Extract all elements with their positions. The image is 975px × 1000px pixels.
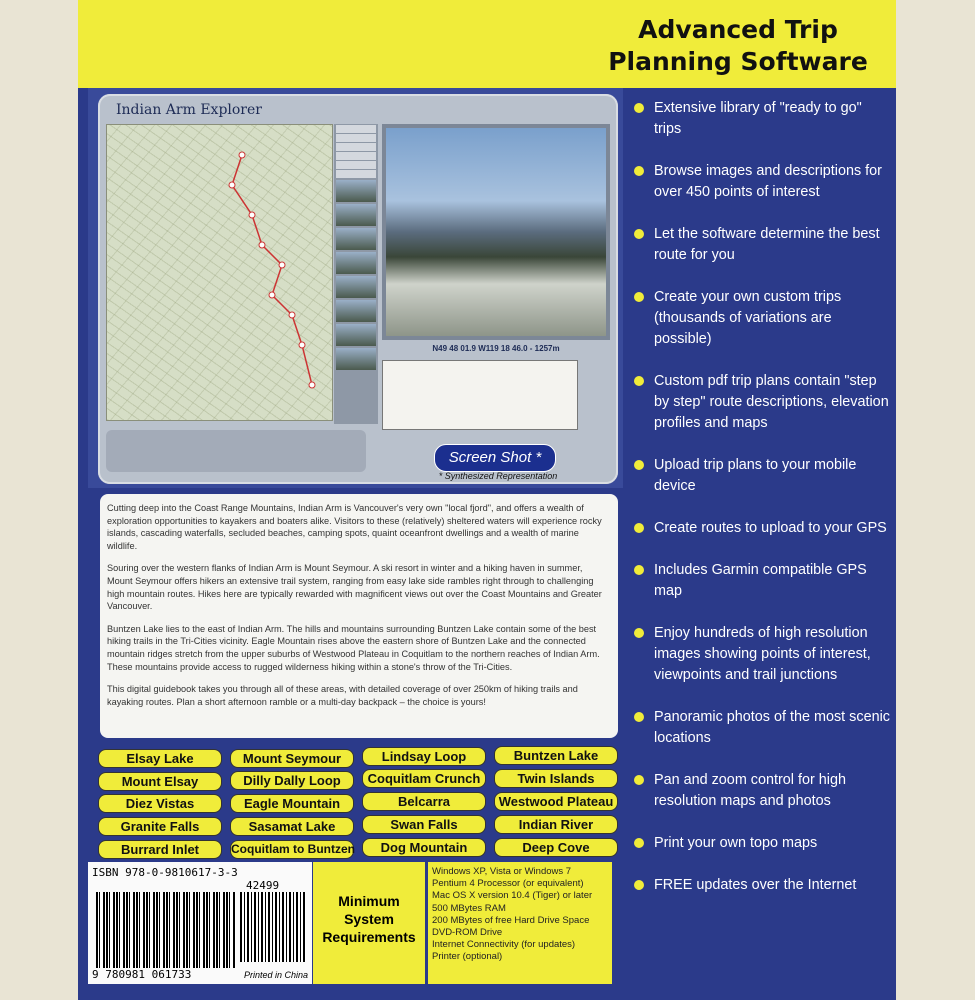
app-sidebar <box>334 124 378 424</box>
feature-item: FREE updates over the Internet <box>626 875 892 896</box>
feature-item: Extensive library of "ready to go" trips <box>626 98 892 140</box>
location-label: Coquitlam to Buntzen <box>230 840 354 859</box>
feature-item: Print your own topo maps <box>626 833 892 854</box>
feature-item: Enjoy hundreds of high resolution images showing points of interest, viewpoints and trail junctions <box>626 623 892 686</box>
requirement-item: 200 MBytes of free Hard Drive Space <box>432 914 590 926</box>
description-box <box>382 360 578 430</box>
requirement-item: DVD-ROM Drive <box>432 927 503 939</box>
feature-item: Custom pdf trip plans contain "step by step" route descriptions, elevation profiles and maps <box>626 371 892 434</box>
feature-item: Pan and zoom control for high resolution maps and photos <box>626 770 892 812</box>
app-title: Indian Arm Explorer <box>116 102 262 118</box>
bullet-icon <box>634 775 644 785</box>
thumbnail[interactable] <box>336 252 376 274</box>
bullet-icon <box>634 523 644 533</box>
location-label: Buntzen Lake <box>494 746 618 765</box>
bullet-icon <box>634 838 644 848</box>
software-screenshot <box>98 94 618 484</box>
title-line-1: Advanced Trip <box>638 15 838 44</box>
product-title <box>588 14 888 78</box>
bullet-icon <box>634 460 644 470</box>
requirement-item: Pentium 4 Processor (or equivalent) <box>432 878 584 890</box>
requirement-item: Printer (optional) <box>432 951 503 963</box>
bullet-icon <box>634 229 644 239</box>
location-label: Burrard Inlet <box>98 840 222 859</box>
thumbnail[interactable] <box>336 324 376 346</box>
thumbnail[interactable] <box>336 300 376 322</box>
min-requirements-label <box>313 862 425 984</box>
screen-shot-badge: Screen Shot * <box>434 444 556 472</box>
printed-in: Printed in China <box>244 970 309 980</box>
thumbnail[interactable] <box>336 348 376 370</box>
product-box-back <box>78 0 896 1000</box>
price-code: 42499 <box>246 879 280 892</box>
thumbnail[interactable] <box>336 204 376 226</box>
feature-item: Browse images and descriptions for over 450 points of interest <box>626 161 892 203</box>
thumbnail[interactable] <box>336 228 376 250</box>
barcode-area <box>88 862 312 984</box>
coordinates-readout: N49 48 01.9 W119 18 46.0 - 1257m <box>432 344 560 353</box>
location-label: Mount Elsay <box>98 772 222 791</box>
bullet-icon <box>634 292 644 302</box>
bullet-icon <box>634 166 644 176</box>
location-label: Indian River <box>494 815 618 834</box>
bullet-icon <box>634 103 644 113</box>
bullet-icon <box>634 376 644 386</box>
feature-item: Includes Garmin compatible GPS map <box>626 560 892 602</box>
requirement-item: Internet Connectivity (for updates) <box>432 939 576 951</box>
barcode-number: 9 780981 061733 <box>92 968 192 981</box>
mountain-photo <box>386 128 606 336</box>
topo-map <box>106 124 333 421</box>
location-label: Elsay Lake <box>98 749 222 768</box>
sidebar-button[interactable] <box>336 152 376 160</box>
feature-item: Create routes to upload to your GPS <box>626 518 892 539</box>
min-req-line: System <box>344 911 394 927</box>
route-overlay <box>202 145 322 415</box>
thumbnail[interactable] <box>336 276 376 298</box>
location-label: Deep Cove <box>494 838 618 857</box>
feature-item: Let the software determine the best route for you <box>626 224 892 266</box>
features-list <box>626 98 892 896</box>
location-label: Belcarra <box>362 792 486 811</box>
sidebar-button[interactable] <box>336 125 376 133</box>
sidebar-button[interactable] <box>336 161 376 169</box>
bullet-icon <box>634 628 644 638</box>
bullet-icon <box>634 712 644 722</box>
isbn-text: ISBN 978-0-9810617-3-3 <box>92 866 238 879</box>
location-label: Twin Islands <box>494 769 618 788</box>
location-label: Sasamat Lake <box>230 817 354 836</box>
location-label: Coquitlam Crunch <box>362 769 486 788</box>
intro-paragraph: Souring over the western flanks of Indian Arm is Mount Seymour. A ski resort in winter and a hiking haven in summer, Mount Seymour offers hikers an extensive trail system, ranging from easy lake side rambles right through to challenging high mountain routes. Hikes here are typically rewarded with magnificent views out over the Coast Mountains and Greater Vancouver. <box>107 563 602 612</box>
min-req-line: Minimum <box>338 893 400 909</box>
min-req-line: Requirements <box>322 929 416 945</box>
feature-item: Upload trip plans to your mobile device <box>626 455 892 497</box>
sidebar-button[interactable] <box>336 143 376 151</box>
bullet-icon <box>634 565 644 575</box>
requirement-item: 500 MBytes RAM <box>432 902 506 914</box>
feature-item: Panoramic photos of the most scenic locations <box>626 707 892 749</box>
requirement-item: Windows XP, Vista or Windows 7 <box>432 866 572 877</box>
title-line-2: Planning Software <box>608 47 868 76</box>
location-label: Mount Seymour <box>230 749 354 768</box>
location-label: Westwood Plateau <box>494 792 618 811</box>
location-label: Dog Mountain <box>362 838 486 857</box>
location-label: Eagle Mountain <box>230 794 354 813</box>
intro-paragraph: Cutting deep into the Coast Range Mountains, Indian Arm is Vancouver's very own "local fjord", and offers a wealth of exploration opportunities to kayakers and boaters alike. Visitors to these (relatively) sheltered waters will experience rocky islands, cascading waterfalls, secluded beaches, camping spots, quaint oceanfront dwellings and a wealth of marine wildlife. <box>107 503 602 551</box>
photo-viewer <box>382 124 610 340</box>
synthesized-note: * Synthesized Representation <box>438 471 558 481</box>
bullet-icon <box>634 880 644 890</box>
sidebar-button[interactable] <box>336 134 376 142</box>
barcode-addon <box>240 892 306 962</box>
intro-paragraph: Buntzen Lake lies to the east of Indian Arm. The hills and mountains surrounding Buntzen Lake contain some of the best hiking trails in the Tri-Cities vicinity. Eagle Mountain rises above the eastern shore of Buntzen Lake and the connected mountain ridges stretch from the upper suburbs of Westwood Plateau in Coquitlam to the northern reaches of Indian Arm. These mountains provide access to rugged wilderness hiking within a stone's throw of the Tri-Cities. <box>107 623 600 672</box>
intro-paragraph: This digital guidebook takes you through all of these areas, with detailed coverage of over 250km of hiking trails and kayaking routes. Plan a short afternoon ramble or a multi-day backpack – the choice is yours! <box>107 684 578 707</box>
barcode <box>96 892 236 968</box>
system-requirements <box>428 862 612 984</box>
feature-item: Create your own custom trips (thousands of variations are possible) <box>626 287 892 350</box>
location-label: Granite Falls <box>98 817 222 836</box>
intro-text-block <box>100 494 618 738</box>
location-label: Lindsay Loop <box>362 747 486 766</box>
sidebar-button[interactable] <box>336 170 376 178</box>
thumbnail[interactable] <box>336 180 376 202</box>
location-label: Swan Falls <box>362 815 486 834</box>
control-panel <box>106 430 366 472</box>
location-label: Diez Vistas <box>98 794 222 813</box>
requirement-item: Mac OS X version 10.4 (Tiger) or later <box>432 890 593 902</box>
location-label: Dilly Dally Loop <box>230 771 354 790</box>
